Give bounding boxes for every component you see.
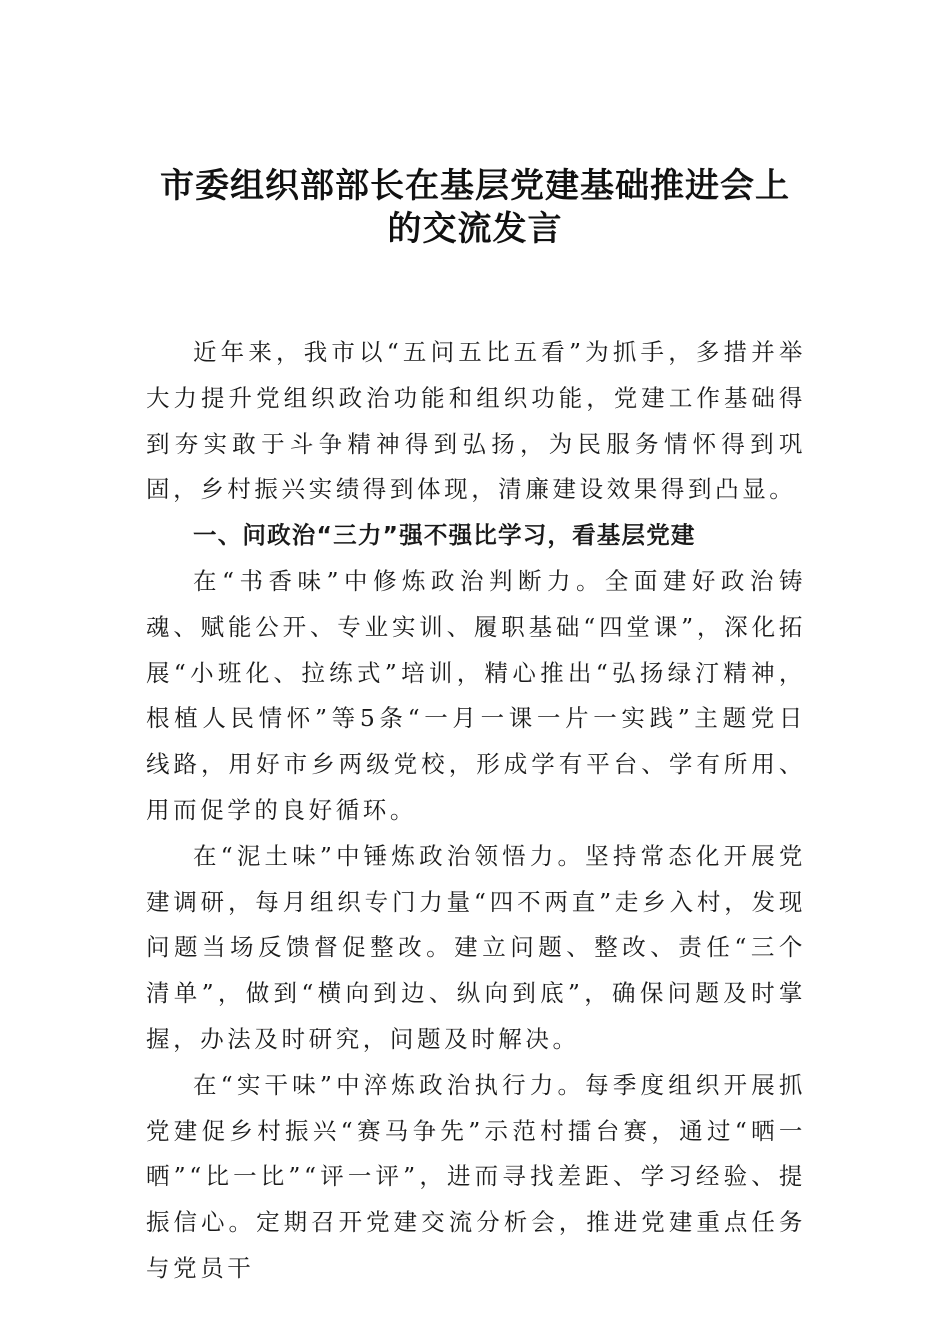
body-paragraph: 在“书香味”中修炼政治判断力。全面建好政治铸魂、赋能公开、专业实训、履职基础“四堂课”，深化拓展“小班化、拉练式”培训，精心推出“弘扬绿汀精神，根植人民情怀”等5条“一月一课一片一实践”主题党日线路，用好市乡两级党校，形成学有平台、学有所用、用而促学的良好循环。 (146, 566, 806, 824)
section-heading: 一、问政治“三力”强不强比学习，看基层党建 (193, 521, 696, 550)
body-paragraph: 在“实干味”中淬炼政治执行力。每季度组织开展抓党建促乡村振兴“赛马争先”示范村擂台赛，通过“晒一晒”“比一比”“评一评”，进而寻找差距、学习经验、提振信心。定期召开党建交流分析会，推进党建重点任务与党员干 (146, 1070, 806, 1282)
intro-paragraph: 近年来，我市以“五问五比五看”为抓手，多措并举大力提升党组织政治功能和组织功能，党建工作基础得到夯实敢于斗争精神得到弘扬，为民服务情怀得到巩固，乡村振兴实绩得到体现，清廉建设效果得到凸显。 (146, 338, 806, 504)
document-body (146, 330, 806, 1292)
document-title-line-1: 市委组织部部长在基层党建基础推进会上 (160, 166, 790, 206)
document-title-line-2: 的交流发言 (387, 209, 563, 249)
body-paragraph: 在“泥土味”中锤炼政治领悟力。坚持常态化开展党建调研，每月组织专门力量“四不两直”走乡入村，发现问题当场反馈督促整改。建立问题、整改、责任“三个清单”，做到“横向到边、纵向到底”，确保问题及时掌握，办法及时研究，问题及时解决。 (146, 841, 806, 1053)
